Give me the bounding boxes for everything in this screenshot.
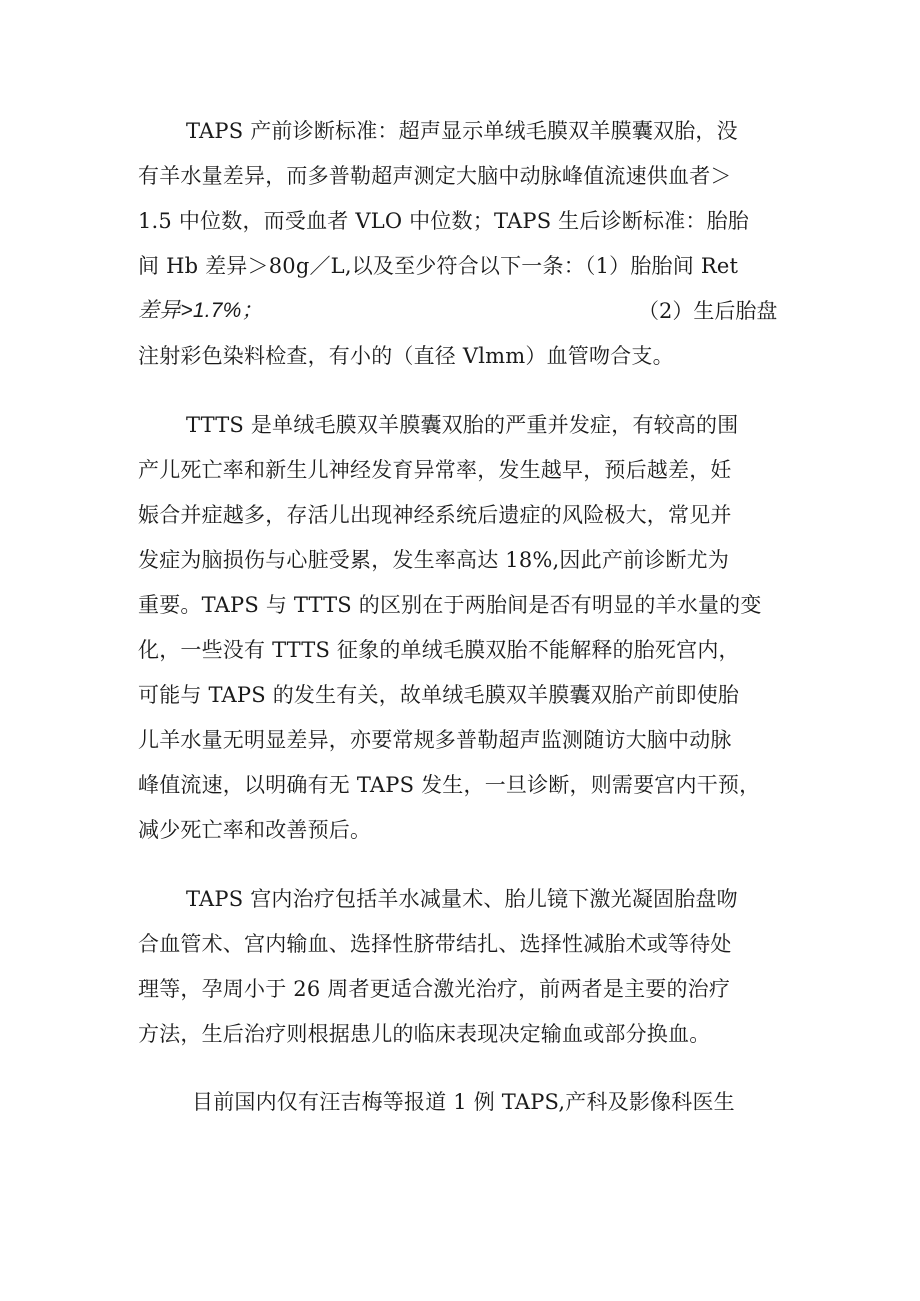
text-line: 化，一些没有 TTTS 征象的单绒毛膜双胎不能解释的胎死宫内， bbox=[138, 638, 740, 662]
text-line: （2）生后胎盘 bbox=[638, 299, 778, 323]
text-line: 差异>1.7%； bbox=[138, 299, 263, 322]
text-line: 娠合并症越多，存活儿出现神经系统后遗症的风险极大，常见并 bbox=[138, 503, 732, 527]
text-line: 注射彩色染料检查，有小的（直径 Vlmm）血管吻合支。 bbox=[138, 344, 674, 368]
text-line: 合血管术、宫内输血、选择性脐带结扎、选择性减胎术或等待处 bbox=[138, 932, 732, 956]
text-line: 间 Hb 差异＞80g／L,以及至少符合以下一条：（1）胎胎间 Ret bbox=[138, 254, 739, 278]
text-line: TAPS 宫内治疗包括羊水减量术、胎儿镜下激光凝固胎盘吻 bbox=[186, 887, 738, 911]
text-line: 重要。TAPS 与 TTTS 的区别在于两胎间是否有明显的羊水量的变 bbox=[138, 593, 762, 617]
text-line: 发症为脑损伤与心脏受累，发生率高达 18%,因此产前诊断尤为 bbox=[138, 548, 730, 572]
text-line: 儿羊水量无明显差异，亦要常规多普勒超声监测随访大脑中动脉 bbox=[138, 728, 732, 752]
text-line: 有羊水量差异，而多普勒超声测定大脑中动脉峰值流速供血者＞ bbox=[138, 164, 732, 188]
text-line: TTTS 是单绒毛膜双羊膜囊双胎的严重并发症，有较高的围 bbox=[186, 413, 739, 437]
text-line: 产儿死亡率和新生儿神经发育异常率，发生越早，预后越差，妊 bbox=[138, 458, 732, 482]
text-line: 峰值流速，以明确有无 TAPS 发生，一旦诊断，则需要宫内干预， bbox=[138, 773, 761, 797]
text-line: 目前国内仅有汪吉梅等报道 1 例 TAPS,产科及影像科医生 bbox=[192, 1090, 735, 1114]
text-line: 理等，孕周小于 26 周者更适合激光治疗，前两者是主要的治疗 bbox=[138, 977, 731, 1001]
text-line: 方法，生后治疗则根据患儿的临床表现决定输血或部分换血。 bbox=[138, 1022, 711, 1046]
text-line: TAPS 产前诊断标准：超声显示单绒毛膜双羊膜囊双胎，没 bbox=[186, 119, 738, 143]
text-line: 减少死亡率和改善预后。 bbox=[138, 818, 372, 842]
text-line: 可能与 TAPS 的发生有关，故单绒毛膜双羊膜囊双胎产前即使胎 bbox=[138, 683, 740, 707]
text-line: 1.5 中位数，而受血者 VLO 中位数；TAPS 生后诊断标准：胎胎 bbox=[138, 209, 749, 233]
